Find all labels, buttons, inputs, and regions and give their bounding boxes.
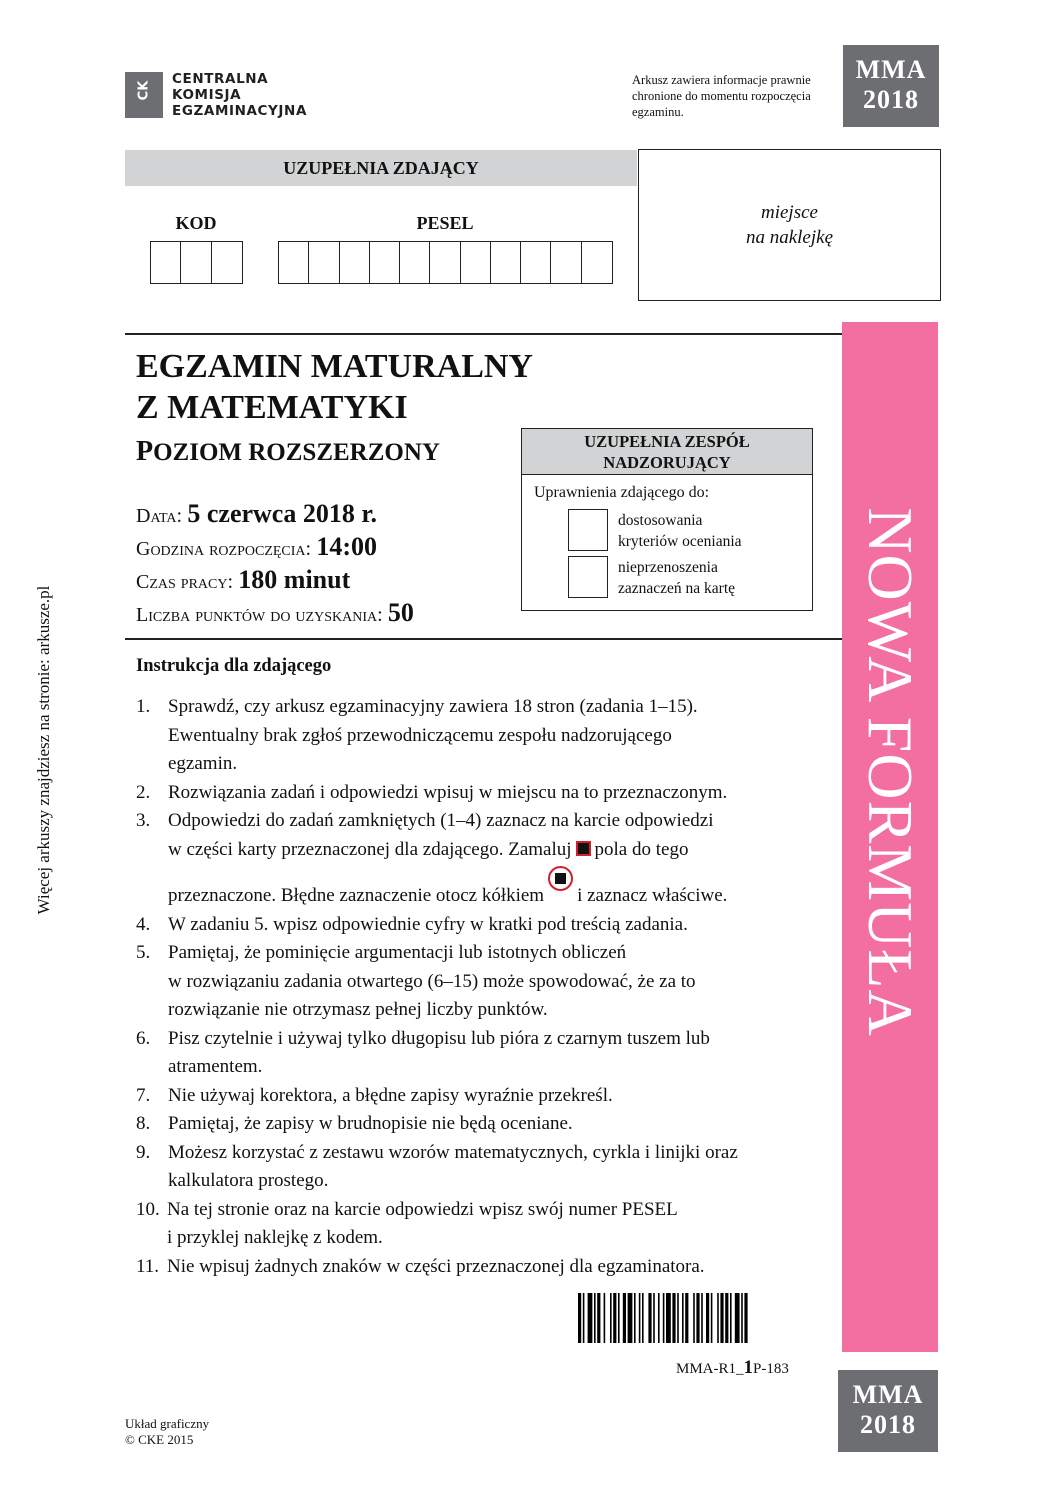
instruction-text [168, 1139, 826, 1196]
instruction-line: kalkulatora prostego. [168, 1170, 329, 1191]
logo-line-2: KOMISJA [172, 87, 242, 103]
instruction-text [168, 1025, 826, 1082]
exam-date-value: 5 czerwca 2018 r. [187, 499, 377, 528]
exam-year: 2018 [863, 85, 919, 114]
kod-cell[interactable] [151, 242, 181, 283]
instruction-text [168, 939, 826, 1025]
instruction-line: egzamin. [168, 753, 238, 774]
barcode-bar [653, 1293, 655, 1343]
instruction-line [168, 836, 826, 865]
instruction-line: rozwiązanie nie otrzymasz pełnej liczby punktów. [168, 999, 548, 1020]
divider-top [125, 333, 842, 335]
kod-label: KOD [175, 213, 217, 233]
barcode-bar [588, 1293, 593, 1343]
paper-code-suffix: P-183 [753, 1361, 789, 1377]
instruction-item [136, 779, 826, 808]
instruction-item [136, 1025, 826, 1082]
barcode [578, 1293, 810, 1343]
instruction-item [136, 1253, 826, 1282]
instruction-number: 11. [136, 1255, 160, 1277]
kod-cell[interactable] [212, 242, 242, 283]
exam-duration [136, 565, 350, 597]
paper-code-prefix: MMA-R1_ [676, 1361, 744, 1377]
student-section-header: UZUPEŁNIA ZDAJĄCY [125, 150, 637, 186]
cke-logo-letters: CK [136, 80, 152, 101]
instruction-line: Możesz korzystać z zestawu wzorów matematycznych, cyrkla i linijki oraz [168, 1141, 738, 1163]
paper-code-number: 1 [743, 1357, 754, 1378]
barcode-bar [672, 1293, 675, 1343]
instruction-number: 10. [136, 1198, 160, 1220]
barcode-bar [610, 1293, 612, 1343]
instruction-number: 4. [136, 913, 151, 935]
supervisor-header-line-1: UZUPEŁNIA ZESPÓŁ [584, 432, 750, 451]
pesel-cell[interactable] [551, 242, 581, 283]
supervisor-section [521, 428, 813, 611]
barcode-bar [597, 1293, 600, 1343]
instruction-line: Odpowiedzi do zadań zamkniętych (1–4) zaznacz na karcie odpowiedzi [168, 810, 714, 831]
pesel-cell[interactable] [309, 242, 339, 283]
kod-cell[interactable] [181, 242, 211, 283]
exam-title-line-2: Z MATEMATYKI [136, 389, 408, 426]
pesel-cell[interactable] [400, 242, 430, 283]
barcode-bar [685, 1293, 688, 1343]
exam-title-line-1: EGZAMIN MATURALNY [136, 348, 533, 385]
sticker-area [638, 149, 941, 301]
exam-duration-value: 180 minut [238, 565, 351, 594]
exam-code-box-top [843, 45, 939, 127]
instruction-item [136, 939, 826, 1025]
adjusted-criteria-label-line-1: dostosowania [618, 512, 703, 529]
barcode-bar [594, 1293, 596, 1343]
instruction-line: Na tej stronie oraz na karcie odpowiedzi wpisz swój numer PESEL [167, 1198, 678, 1220]
pesel-cell[interactable] [279, 242, 309, 283]
sticker-label [639, 200, 940, 250]
barcode-bar [604, 1293, 606, 1343]
barcode-bar [628, 1293, 633, 1343]
logo-line-1: CENTRALNA [172, 71, 269, 87]
instruction-item [136, 1196, 826, 1253]
barcode-bar [677, 1293, 679, 1343]
exam-level-rest: OZIOM ROZSZERZONY [153, 439, 440, 466]
circled-square-icon [548, 866, 573, 891]
supervisor-header-line-2: NADZORUJĄCY [603, 453, 731, 472]
barcode-bar [725, 1293, 728, 1343]
paper-code [676, 1357, 789, 1379]
instruction-text [167, 1196, 826, 1253]
no-transfer-label-line-2: zaznaczeń na kartę [618, 580, 736, 597]
instructions-list [136, 693, 826, 1281]
logo-line-3: EGZAMINACYJNA [172, 103, 307, 119]
barcode-bar [658, 1293, 660, 1343]
new-formula-text: NOWA FORMUŁA [855, 507, 926, 1037]
instruction-line-part: i zaznacz właściwe. [577, 885, 728, 906]
exam-duration-label: Czas pracy: [136, 571, 234, 593]
instruction-line: Nie wpisuj żadnych znaków w części przeznaczonej dla egzaminatora. [167, 1255, 705, 1277]
instruction-line: Pisz czytelnie i używaj tylko długopisu lub pióra z czarnym tuszem lub [168, 1027, 710, 1049]
cke-logo-mark [125, 72, 163, 118]
instruction-item [136, 911, 826, 940]
barcode-bar [706, 1293, 709, 1343]
instruction-item [136, 1110, 826, 1139]
exam-code: MMA [852, 1380, 924, 1409]
exam-title [136, 346, 533, 428]
barcode-bar [663, 1293, 665, 1343]
instruction-text [168, 1082, 826, 1111]
exam-code-box-bottom [838, 1370, 938, 1452]
barcode-bar [578, 1293, 581, 1343]
exam-year: 2018 [860, 1410, 916, 1439]
supervisor-subtitle: Uprawnienia zdającego do: [534, 484, 710, 501]
instruction-line: Sprawdź, czy arkusz egzaminacyjny zawiera 18 stron (zadania 1–15). [168, 696, 698, 717]
sticker-label-line-1: miejsce [761, 202, 818, 223]
instruction-line: w rozwiązaniu zadania otwartego (6–15) może spowodować, że za to [168, 970, 696, 992]
exam-points [136, 598, 414, 630]
instruction-line: Pamiętaj, że pominięcie argumentacji lub istotnych obliczeń [168, 942, 627, 963]
instruction-text [168, 807, 826, 911]
adjusted-criteria-label [618, 510, 742, 552]
exam-start-time-value: 14:00 [316, 532, 378, 561]
instruction-number: 8. [136, 1113, 151, 1134]
instruction-text [168, 911, 826, 940]
adjusted-criteria-label-line-2: kryteriów oceniania [618, 533, 742, 550]
instruction-text [168, 1110, 826, 1139]
pesel-cell[interactable] [521, 242, 551, 283]
barcode-bar [639, 1293, 641, 1343]
instruction-item [136, 1082, 826, 1111]
pesel-cell[interactable] [461, 242, 491, 283]
exam-date [136, 499, 377, 531]
barcode-bar [741, 1293, 743, 1343]
pesel-cell[interactable] [491, 242, 521, 283]
barcode-bar [711, 1293, 713, 1343]
instruction-line-part: przeznaczone. Błędne zaznaczenie otocz kółkiem [168, 885, 545, 906]
cke-logo-text [172, 71, 307, 119]
exam-start-time-label: Godzina rozpoczęcia: [136, 538, 312, 560]
barcode-bar [642, 1293, 644, 1343]
instruction-item [136, 1139, 826, 1196]
instruction-number: 7. [136, 1084, 151, 1106]
pesel-cell[interactable] [430, 242, 460, 283]
pesel-cell[interactable] [340, 242, 370, 283]
pesel-cell[interactable] [582, 242, 612, 283]
instruction-number: 5. [136, 942, 151, 963]
adjusted-criteria-option [568, 509, 742, 552]
pesel-cell[interactable] [370, 242, 400, 283]
no-transfer-label [618, 557, 735, 599]
exam-date-label: Data: [136, 505, 183, 527]
instruction-number: 6. [136, 1027, 151, 1049]
instruction-number: 3. [136, 810, 151, 831]
sticker-label-line-2: na naklejkę [745, 227, 834, 248]
barcode-bar [744, 1293, 747, 1343]
barcode-bar [623, 1293, 626, 1343]
no-transfer-label-line-1: nieprzenoszenia [618, 559, 718, 576]
barcode-bar [717, 1293, 719, 1343]
instruction-line [168, 874, 826, 911]
instruction-line: Nie używaj korektora, a błędne zapisy wyraźnie przekreśl. [168, 1084, 613, 1106]
instruction-item [136, 807, 826, 911]
instruction-line: Rozwiązania zadań i odpowiedzi wpisuj w miejscu na to przeznaczonym. [168, 781, 728, 803]
no-transfer-option [568, 556, 735, 599]
legal-note: Arkusz zawiera informacje prawnie chronione do momentu rozpoczęcia egzaminu. [632, 73, 811, 119]
exam-points-value: 50 [387, 598, 414, 627]
barcode-bar [696, 1293, 699, 1343]
instruction-line: Pamiętaj, że zapisy w brudnopisie nie będą oceniane. [168, 1113, 573, 1134]
no-transfer-checkbox[interactable] [568, 556, 608, 598]
instructions-heading: Instrukcja dla zdającego [136, 656, 332, 676]
instruction-line: W zadaniu 5. wpisz odpowiednie cyfry w kratki pod treścią zadania. [168, 913, 688, 935]
barcode-bar [701, 1293, 703, 1343]
instruction-item [136, 693, 826, 779]
instruction-line: atramentem. [168, 1056, 263, 1077]
exam-points-label: Liczba punktów do uzyskania: [136, 604, 383, 626]
barcode-bar [618, 1293, 620, 1343]
instruction-text [168, 779, 826, 808]
layout-credit-line-1: Układ graficzny [125, 1416, 210, 1431]
exam-start-time [136, 532, 377, 564]
barcode-bar [693, 1293, 695, 1343]
exam-level-initial: P [136, 436, 154, 467]
barcode-bar [735, 1293, 740, 1343]
exam-code: MMA [855, 55, 927, 84]
filled-square-icon [576, 841, 591, 856]
instruction-number: 9. [136, 1141, 151, 1163]
barcode-bar [666, 1293, 671, 1343]
new-formula-band [842, 322, 938, 1352]
instruction-line: i przyklej naklejkę z kodem. [167, 1227, 383, 1248]
instruction-line-part: w części karty przeznaczonej dla zdającego. Zamaluj [168, 838, 572, 860]
adjusted-criteria-checkbox[interactable] [568, 509, 608, 551]
barcode-bar [730, 1293, 732, 1343]
instruction-text [168, 693, 826, 779]
barcode-bar [720, 1293, 723, 1343]
instruction-number: 2. [136, 781, 151, 803]
layout-credit-line-2: © CKE 2015 [125, 1432, 194, 1447]
barcode-bar [583, 1293, 585, 1343]
supervisor-section-header [522, 429, 812, 475]
divider-bottom [125, 638, 842, 640]
barcode-bar [682, 1293, 684, 1343]
side-watermark-note: Więcej arkuszy znajdziesz na stronie: arkusze.pl [34, 585, 53, 915]
barcode-bar [613, 1293, 616, 1343]
pesel-field[interactable] [278, 241, 613, 284]
instruction-number: 1. [136, 696, 151, 717]
layout-credit [125, 1416, 209, 1448]
instruction-line: Ewentualny brak zgłoś przewodniczącemu zespołu nadzorującego [168, 724, 672, 746]
pesel-label: PESEL [416, 213, 474, 233]
instruction-line-part: pola do tego [594, 838, 689, 860]
barcode-bar [648, 1293, 651, 1343]
exam-level [136, 437, 440, 468]
kod-field[interactable] [150, 241, 243, 284]
instruction-text [167, 1253, 826, 1282]
barcode-bar [634, 1293, 636, 1343]
